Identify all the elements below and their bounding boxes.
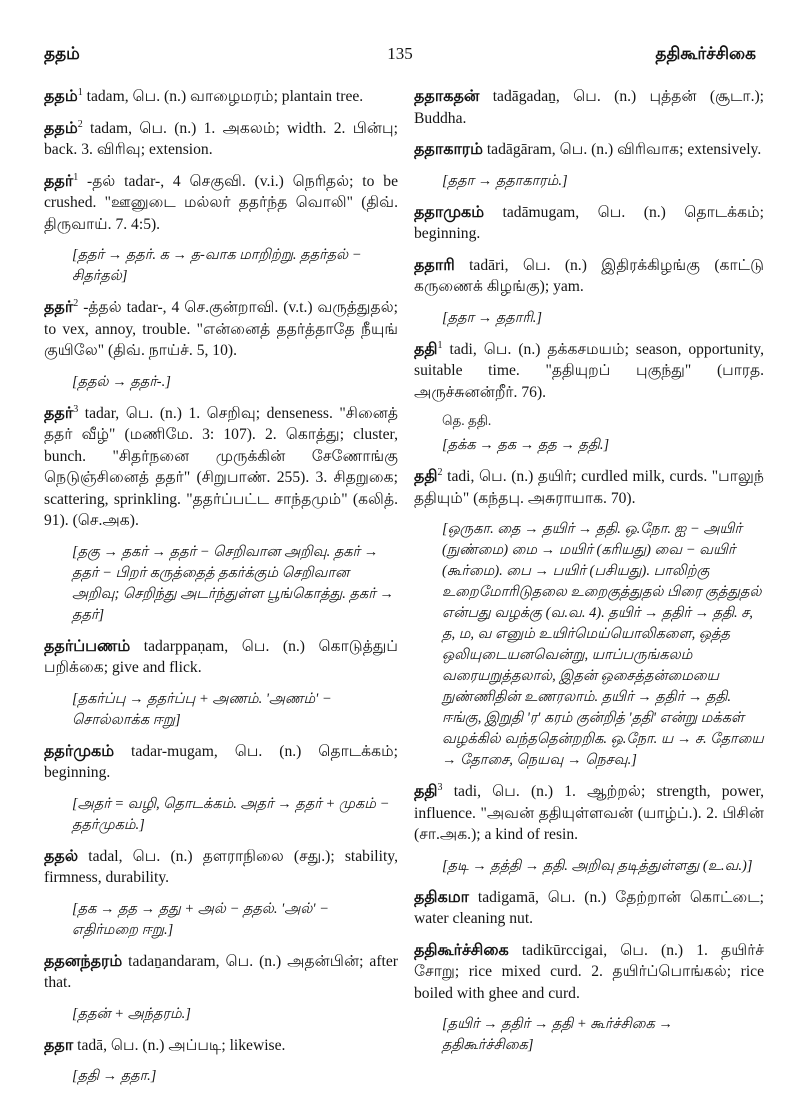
headword: ததாகதன் (414, 88, 480, 105)
dictionary-entry (44, 403, 398, 532)
homonym-number: 3 (437, 781, 443, 793)
dictionary-entry (414, 339, 764, 404)
definition-text: tadar-mugam, பெ. (n.) தொடக்கம்; beginning. (44, 742, 398, 781)
dictionary-entry (44, 951, 398, 994)
dictionary-entry (44, 118, 398, 161)
dictionary-entry (44, 1035, 398, 1057)
definition-text: tadi, பெ. (n.) 1. ஆற்றல்; strength, power, influence. "அவன் ததியுள்ளவன் (யாழ்ப்.). 2. பிசின் (சா.அக.); a kind of resin. (414, 783, 764, 843)
definition-text: tadikūrccigai, பெ. (n.) 1. தயிர்ச் சோறு; rice mixed curd. 2. தயிர்ப்பொங்கல்; rice boiled with ghee and curd. (414, 941, 765, 1002)
definition-text: tadāgāram, பெ. (n.) விரிவாக; extensively. (486, 141, 762, 158)
etymology-note: [தயிர் → ததிர் → ததி + கூர்ச்சிகை → ததிகூர்ச்சிகை] (442, 1016, 673, 1053)
etymology-note: [தடி → தத்தி → ததி. அறிவு தடித்துள்ளது (உ.வ.)] (442, 857, 753, 874)
left-running-head: ததம் (44, 44, 80, 63)
headword: ததி (414, 340, 438, 358)
dictionary-entry (414, 781, 764, 846)
homonym-number: 1 (437, 339, 443, 351)
etymology-note: [தக்க → தக → தத → ததி.] (442, 437, 610, 453)
definition-text: tadaṉandaram, பெ. (n.) அதன்பின்; after that. (44, 952, 398, 991)
definition-text: tadi, பெ. (n.) தயிர்; curdled milk, curds. "பாலுந் ததியும்" (கந்தபு. அசுராயாக. 70). (414, 468, 764, 507)
etymology-note: [ததன் + அந்தரம்.] (72, 1005, 191, 1022)
dictionary-entry (44, 86, 398, 108)
dictionary-entry (414, 940, 764, 1005)
headword: ததர்முகம் (44, 742, 115, 760)
homonym-number: 2 (73, 297, 79, 309)
etymology-note: [அதர் = வழி, தொடக்கம். அதர் → ததர் + முகம் − ததர்முகம்.] (72, 795, 390, 833)
dictionary-entry (414, 202, 764, 245)
definition-text: tadarppaṇam, பெ. (n.) கொடுத்துப் பறிக்கை; give and flick. (44, 637, 398, 676)
headword: ததனந்தரம் (44, 952, 123, 970)
definition-text: tadāgadaṉ, பெ. (n.) புத்தன் (சூடா.); Buddha. (414, 88, 764, 127)
left-column (44, 86, 398, 1097)
dictionary-entry (414, 466, 764, 509)
page-header (44, 44, 756, 78)
headword: ததாமுகம் (414, 203, 485, 221)
definition-text: tadigamā, பெ. (n.) தேற்றான் கொட்டை; water cleaning nut. (414, 888, 764, 927)
homonym-number: 3 (73, 403, 79, 415)
dictionary-entry (414, 86, 764, 129)
etymology-note: [தகு → தகர் → ததர் − செறிவான அறிவு. தகர் → ததர் − பிறர் கருத்தைத் தகர்க்கும் செறிவான அறிவு; செறிந்து அடர்ந்துள்ள பூங்கொத்து. தகர் → ததர்] (72, 543, 394, 623)
etymology-note: [ததா → ததாகாரம்.] (442, 172, 568, 189)
dictionary-entry (414, 139, 764, 161)
dictionary-entry (44, 297, 398, 362)
homonym-number: 2 (437, 466, 443, 478)
dictionary-entry (44, 846, 398, 889)
right-column (414, 86, 764, 1066)
homonym-number: 1 (73, 171, 79, 183)
etymology-note: [ததா → ததாரி.] (442, 309, 543, 326)
cognate-note: தெ. ததி. (442, 413, 492, 428)
etymology-note: [தக → தத → தது + அல் − ததல். 'அல்' − எதிர்மறை ஈறு.] (72, 900, 329, 938)
headword: ததர் (44, 404, 74, 422)
headword: ததாகாரம் (414, 141, 483, 158)
page-number: 135 (387, 44, 413, 63)
headword: ததர்ப்பணம் (44, 637, 131, 655)
definition-text: tadāmugam, பெ. (n.) தொடக்கம்; beginning. (414, 203, 764, 242)
definition-text: -த்தல் tadar-, 4 செ.குன்றாவி. (v.t.) வருத்துதல்; to vex, annoy, trouble. "என்னைத் ததர்த்தாதே நீயுங் குயிலே" (திவ். நாய்ச். 5, 10). (44, 299, 398, 359)
headword: ததா (44, 1036, 74, 1054)
etymology-note: [ஒருகா. தை → தயிர் → ததி. ஒ.நோ. ஐ − அயிர் (நுண்மை) மை → மயிர் (கரியது) வை − வயிர் (கூர்மை). பை → பயிர் (பசியது). பாலிற்கு உறைமோரிடுதலை உறைகுத்துதல் பிரை குத்துதல் என்பது வழக்கு (வ.வ. 4). தயிர் → ததிர் → ததி. ச, த, ம, வ எனும் உயிர்மெய்யொலிகளை, ஒத்த ஒலியுடையனவென்று, யாப்பருங்கலம் வரையறுத்தலால், இதன் ஒசைத்தன்மையை நுண்ணிதின் உணரலாம். தயிர் → ததிர் → ததி. ஈங்கு, இறுதி 'ர' கரம் குன்றித் 'ததி' என்று மக்கள் வழக்கில் வந்ததென்றறிக. ஒ.நோ. ய → ச. தோயை → தோசை, நெயவு → நெசவு.] (442, 521, 764, 768)
headword: ததாரி (414, 256, 455, 274)
dictionary-entry (414, 255, 764, 298)
etymology-note: [ததி → ததா.] (72, 1068, 157, 1084)
etymology-note: [ததர் → ததர். க → த-வாக மாறிற்று. ததர்தல் − சிதர்தல்] (72, 247, 362, 284)
definition-text: tadi, பெ. (n.) தக்கசமயம்; season, opportunity, suitable time. "ததியுறப் புகுந்து" (பாரத. அருச்சுனன்றீர். 76). (414, 340, 764, 401)
definition-text: tadam, பெ. (n.) 1. அகலம்; width. 2. பின்பு; back. 3. விரிவு; extension. (44, 119, 398, 158)
definition-text: tadal, பெ. (n.) தளராநிலை (சது.); stability, firmness, durability. (44, 847, 398, 886)
right-running-head: ததிகூர்ச்சிகை (655, 44, 756, 63)
definition-text: tadar, பெ. (n.) 1. செறிவு; denseness. "சினைத் ததர் வீழ்" (மணிமே. 3: 107). 2. கொத்து; cluster, bunch. "சிதர்நனை முருக்கின் சேணோங்கு நெடுஞ்சினைத் ததர்" (சிறுபாண். 255). 3. சிதறுகை; scattering, sprinkling. "ததர்ப்பட்ட சாந்தமும்" (கலித். 91). (செ.அக). (44, 404, 399, 529)
headword: ததர் (44, 299, 74, 316)
dictionary-entry (44, 171, 398, 236)
headword: ததிகூர்ச்சிகை (414, 941, 509, 959)
headword: ததர் (44, 172, 74, 190)
dictionary-entry (44, 741, 398, 784)
dictionary-entry (414, 887, 764, 930)
headword: ததிகமா (414, 888, 469, 906)
etymology-note: [ததல் → ததர்-.] (72, 373, 171, 390)
etymology-note: [தகர்ப்பு → ததர்ப்பு + அணம். 'அணம்' − சொல்லாக்க ஈறு] (72, 690, 332, 728)
headword: ததி (414, 468, 438, 485)
definition-text: tadā, பெ. (n.) அப்படி; likewise. (77, 1036, 286, 1054)
definition-text: tadam, பெ. (n.) வாழைமரம்; plantain tree. (86, 88, 364, 105)
homonym-number: 1 (77, 86, 83, 98)
dictionary-entry (44, 636, 398, 679)
headword: ததி (414, 783, 438, 800)
headword: ததம் (44, 88, 78, 105)
headword: ததல் (44, 847, 79, 865)
homonym-number: 2 (77, 118, 83, 130)
definition-text: -தல் tadar-, 4 செகுவி. (v.i.) நெரிதல்; to be crushed. "ஊனுடை மல்லர் ததர்ந்த வொலி" (திவ். திருவாய். 7. 4:5). (44, 172, 398, 233)
headword: ததம் (44, 119, 78, 137)
definition-text: tadāri, பெ. (n.) இதிரக்கிழங்கு (காட்டு கருணைக் கிழங்கு); yam. (414, 256, 764, 295)
